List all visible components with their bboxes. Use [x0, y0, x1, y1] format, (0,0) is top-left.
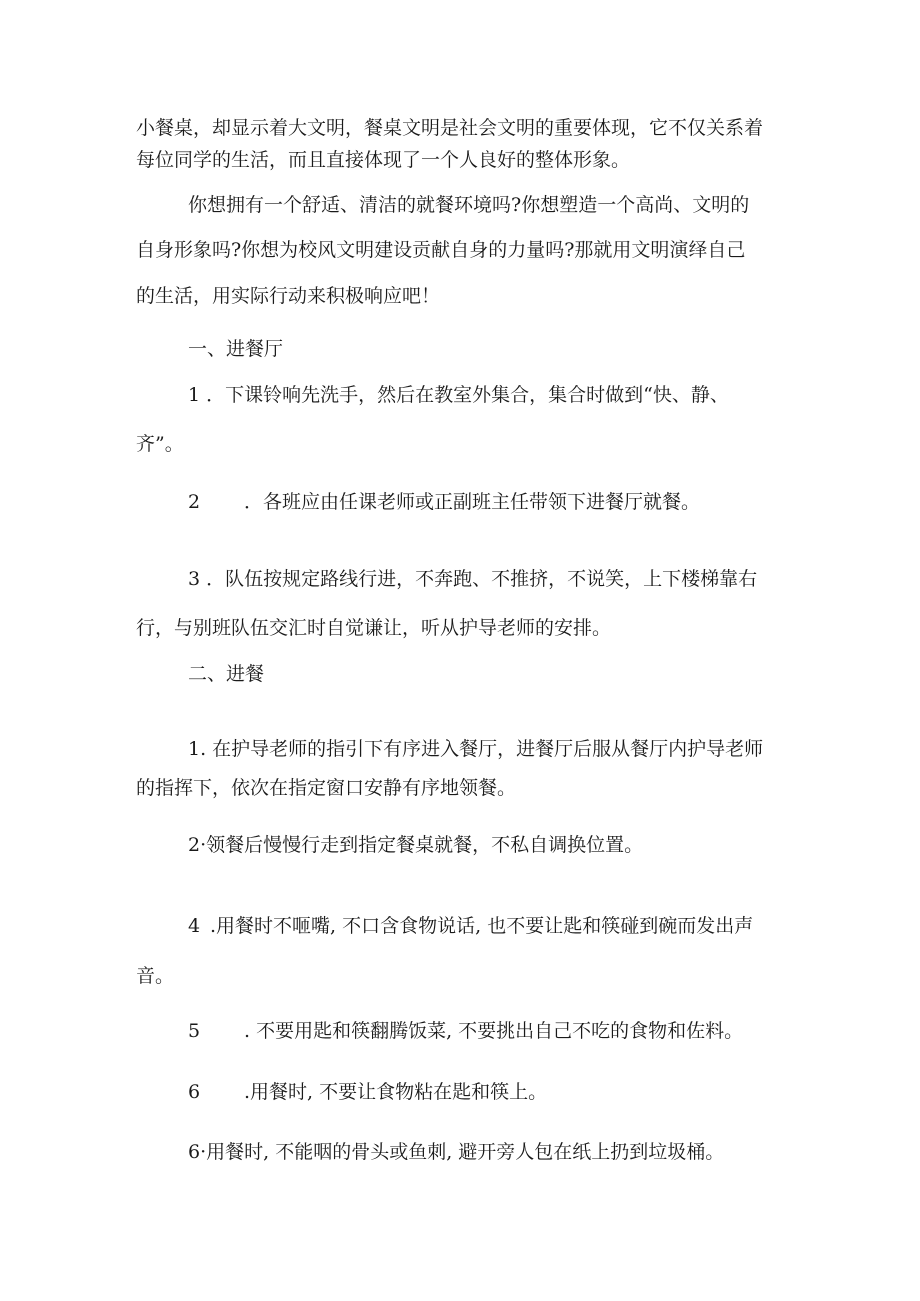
- section2-item6: [188, 1078, 547, 1106]
- section1-item2: [188, 488, 700, 516]
- section2-item4-line1: [188, 912, 753, 940]
- appeal-line-1: 你想拥有一个舒适、清洁的就餐环境吗?你想塑造一个高尚、文明的: [188, 194, 750, 216]
- section2-item6-text: .用餐时, 不要让食物粘在匙和筷上。: [244, 1081, 548, 1103]
- appeal-line-3: 的生活，用实际行动来积极响应吧！: [136, 285, 441, 307]
- section1-item2-text: ．各班应由任课老师或正副班主任带领下进餐厅就餐。: [244, 491, 701, 513]
- section1-item3-text: ．队伍按规定路线行进，不奔跑、不推挤，不说笑，上下楼梯靠右: [206, 568, 758, 590]
- section2-item5-text: . 不要用匙和筷翻腾饭菜, 不要挑出自己不吃的食物和佐料。: [244, 1020, 744, 1042]
- section1-item1-line2: 齐”。: [136, 433, 184, 455]
- section1-item2-number: 2: [188, 491, 201, 513]
- intro-line-2: 每位同学的生活，而且直接体现了一个人良好的整体形象。: [136, 149, 631, 171]
- section2-item4-text: .用餐时不咂嘴, 不口含食物说话, 也不要让匙和筷碰到碗而发出声: [210, 915, 754, 937]
- section1-item1-number: 1: [188, 384, 201, 406]
- section1-heading: 一、进餐厅: [188, 338, 284, 360]
- section1-item1-line1: [188, 381, 729, 409]
- section1-item3-line1: [188, 565, 757, 593]
- section2-item5: [188, 1017, 743, 1045]
- section1-item1-text: ．下课铃响先洗手，然后在教室外集合，集合时做到“快、静、: [206, 384, 729, 406]
- section1-item3-line2: 行，与别班队伍交汇时自觉谦让，听从护导老师的安排。: [136, 617, 612, 639]
- section2-item6b: 6·用餐时, 不能咽的骨头或鱼刺, 避开旁人包在纸上扔到垃圾桶。: [188, 1141, 725, 1163]
- intro-line-1: 小餐桌，却显示着大文明，餐桌文明是社会文明的重要体现，它不仅关系着: [136, 117, 764, 139]
- section2-item6-number: 6: [188, 1081, 201, 1103]
- section2-item4-number: 4: [188, 915, 201, 937]
- section2-item5-number: 5: [188, 1020, 201, 1042]
- section2-item2: 2·领餐后慢慢行走到指定餐桌就餐，不私自调换位置。: [188, 834, 644, 856]
- section2-item1-line1: 1. 在护导老师的指引下有序进入餐厅，进餐厅后服从餐厅内护导老师: [188, 738, 764, 760]
- section1-item3-number: 3: [188, 568, 201, 590]
- section2-item1-line2: 的指挥下，依次在指定窗口安静有序地领餐。: [136, 777, 517, 799]
- appeal-line-2: 自身形象吗?你想为校风文明建设贡献自身的力量吗?那就用文明演绎自己: [136, 239, 746, 261]
- section2-item4-line2: 音。: [136, 965, 175, 987]
- section2-heading: 二、进餐: [188, 663, 265, 685]
